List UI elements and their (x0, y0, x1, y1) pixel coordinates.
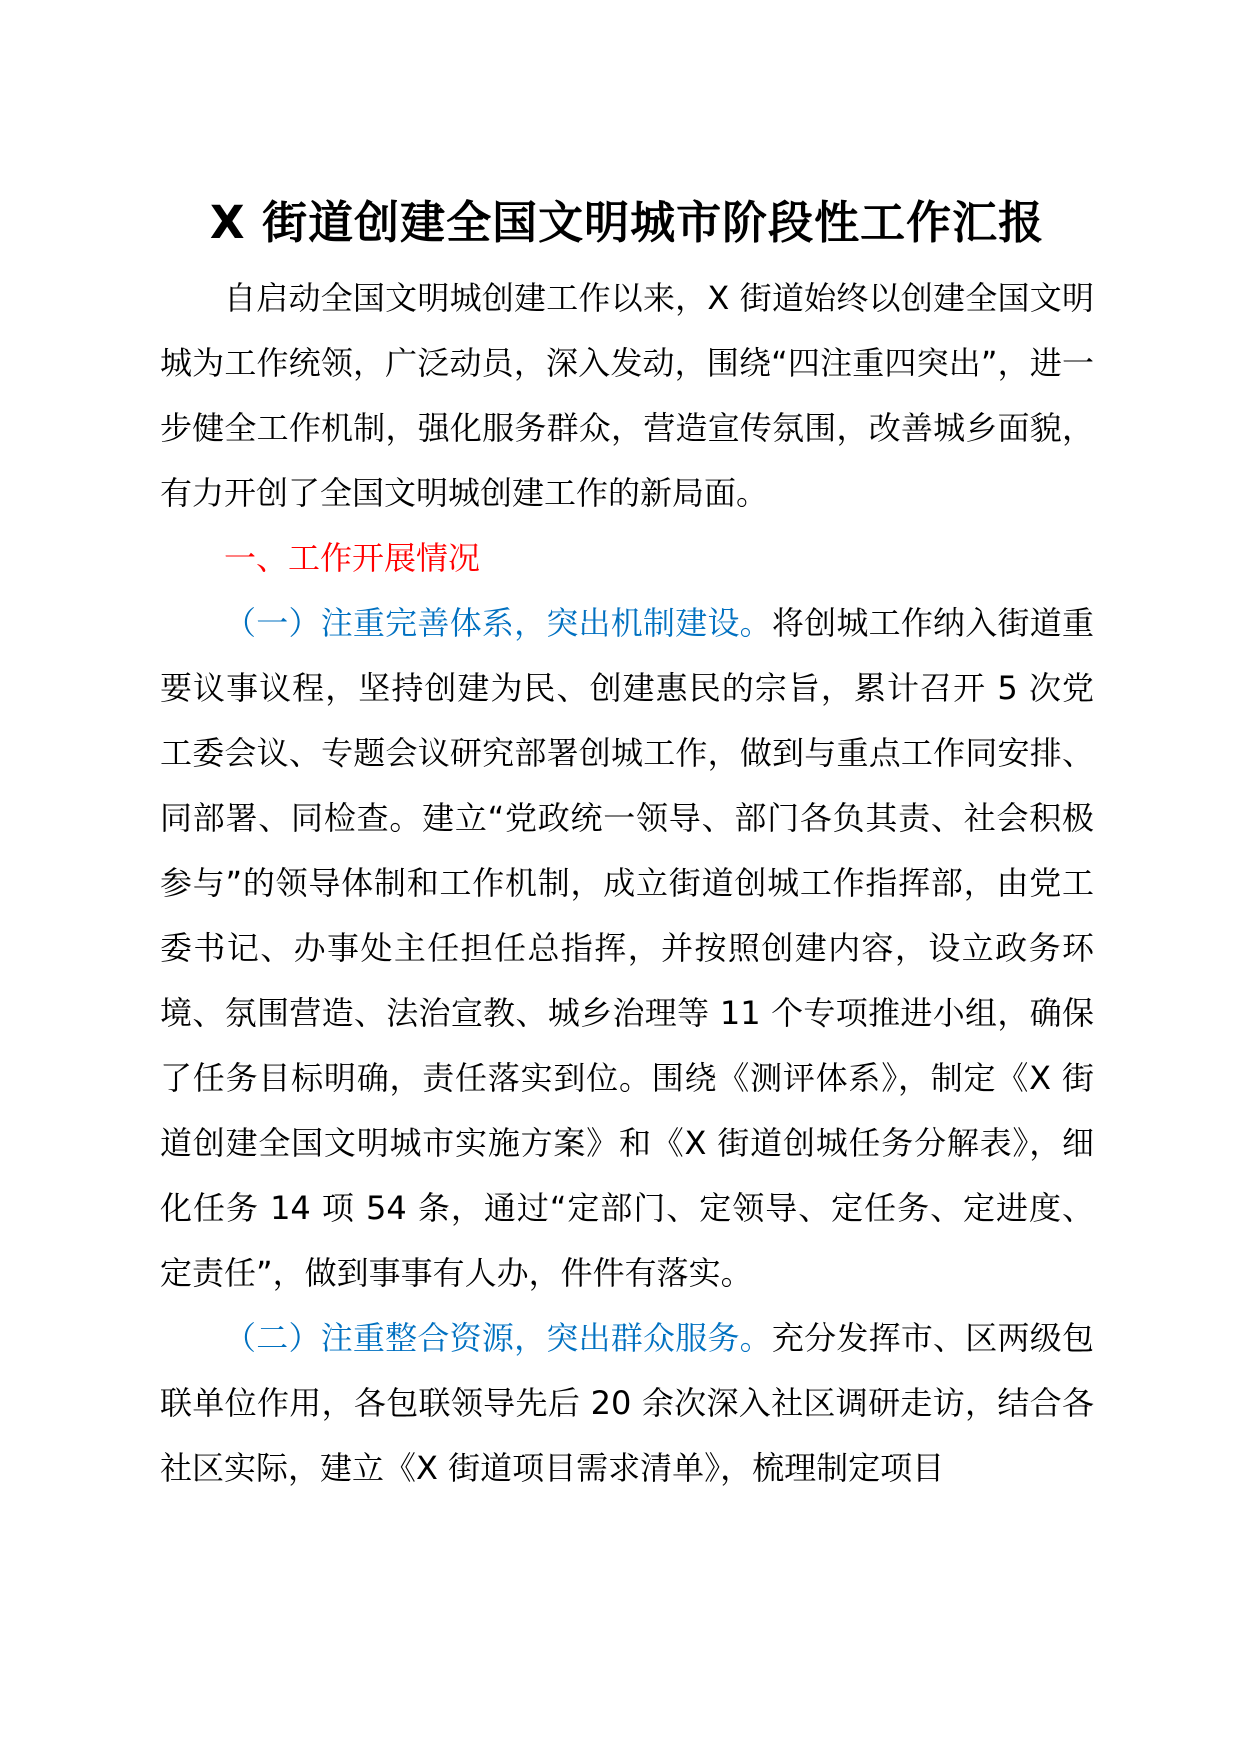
subsection-1-body: 将创城工作纳入街道重要议事议程，坚持创建为民、创建惠民的宗旨，累计召开 5 次党工委会议、专题会议研究部署创城工作，做到与重点工作同安排、同部署、同检查。建立“党政统一领导、部门各负其责、社会积极参与”的领导体制和工作机制，成立街道创城工作指挥部，由党工委书记、办事处主任担任总指挥，并按照创建内容，设立政务环境、氛围营造、法治宣教、城乡治理等 11 个专项推进小组，确保了任务目标明确，责任落实到位。围绕《测评体系》，制定《X 街道创建全国文明城市实施方案》和《X 街道创城任务分解表》，细化任务 14 项 54 条，通过“定部门、定领导、定任务、定进度、定责任”，做到事事有人办，件件有落实。 (160, 604, 1094, 1292)
intro-paragraph: 自启动全国文明城创建工作以来，X 街道始终以创建全国文明城为工作统领，广泛动员，深入发动，围绕“四注重四突出”，进一步健全工作机制，强化服务群众，营造宣传氛围，改善城乡面貌，有力开创了全国文明城创建工作的新局面。 (160, 279, 1094, 512)
subsection-1-paragraph (160, 591, 1094, 1306)
section-heading-1: 一、工作开展情况 (224, 539, 481, 577)
subsection-2-body: 充分发挥市、区两级包联单位作用，各包联领导先后 20 余次深入社区调研走访，结合各社区实际，建立《X 街道项目需求清单》，梳理制定项目 (160, 1319, 1094, 1487)
subsection-2-paragraph (160, 1306, 1094, 1501)
document-title: X 街道创建全国文明城市阶段性工作汇报 (209, 196, 1045, 249)
subsection-1-heading: （一）注重完善体系，突出机制建设。 (224, 604, 772, 642)
document-page (160, 192, 1094, 1501)
subsection-2-heading: （二）注重整合资源，突出群众服务。 (224, 1319, 772, 1357)
